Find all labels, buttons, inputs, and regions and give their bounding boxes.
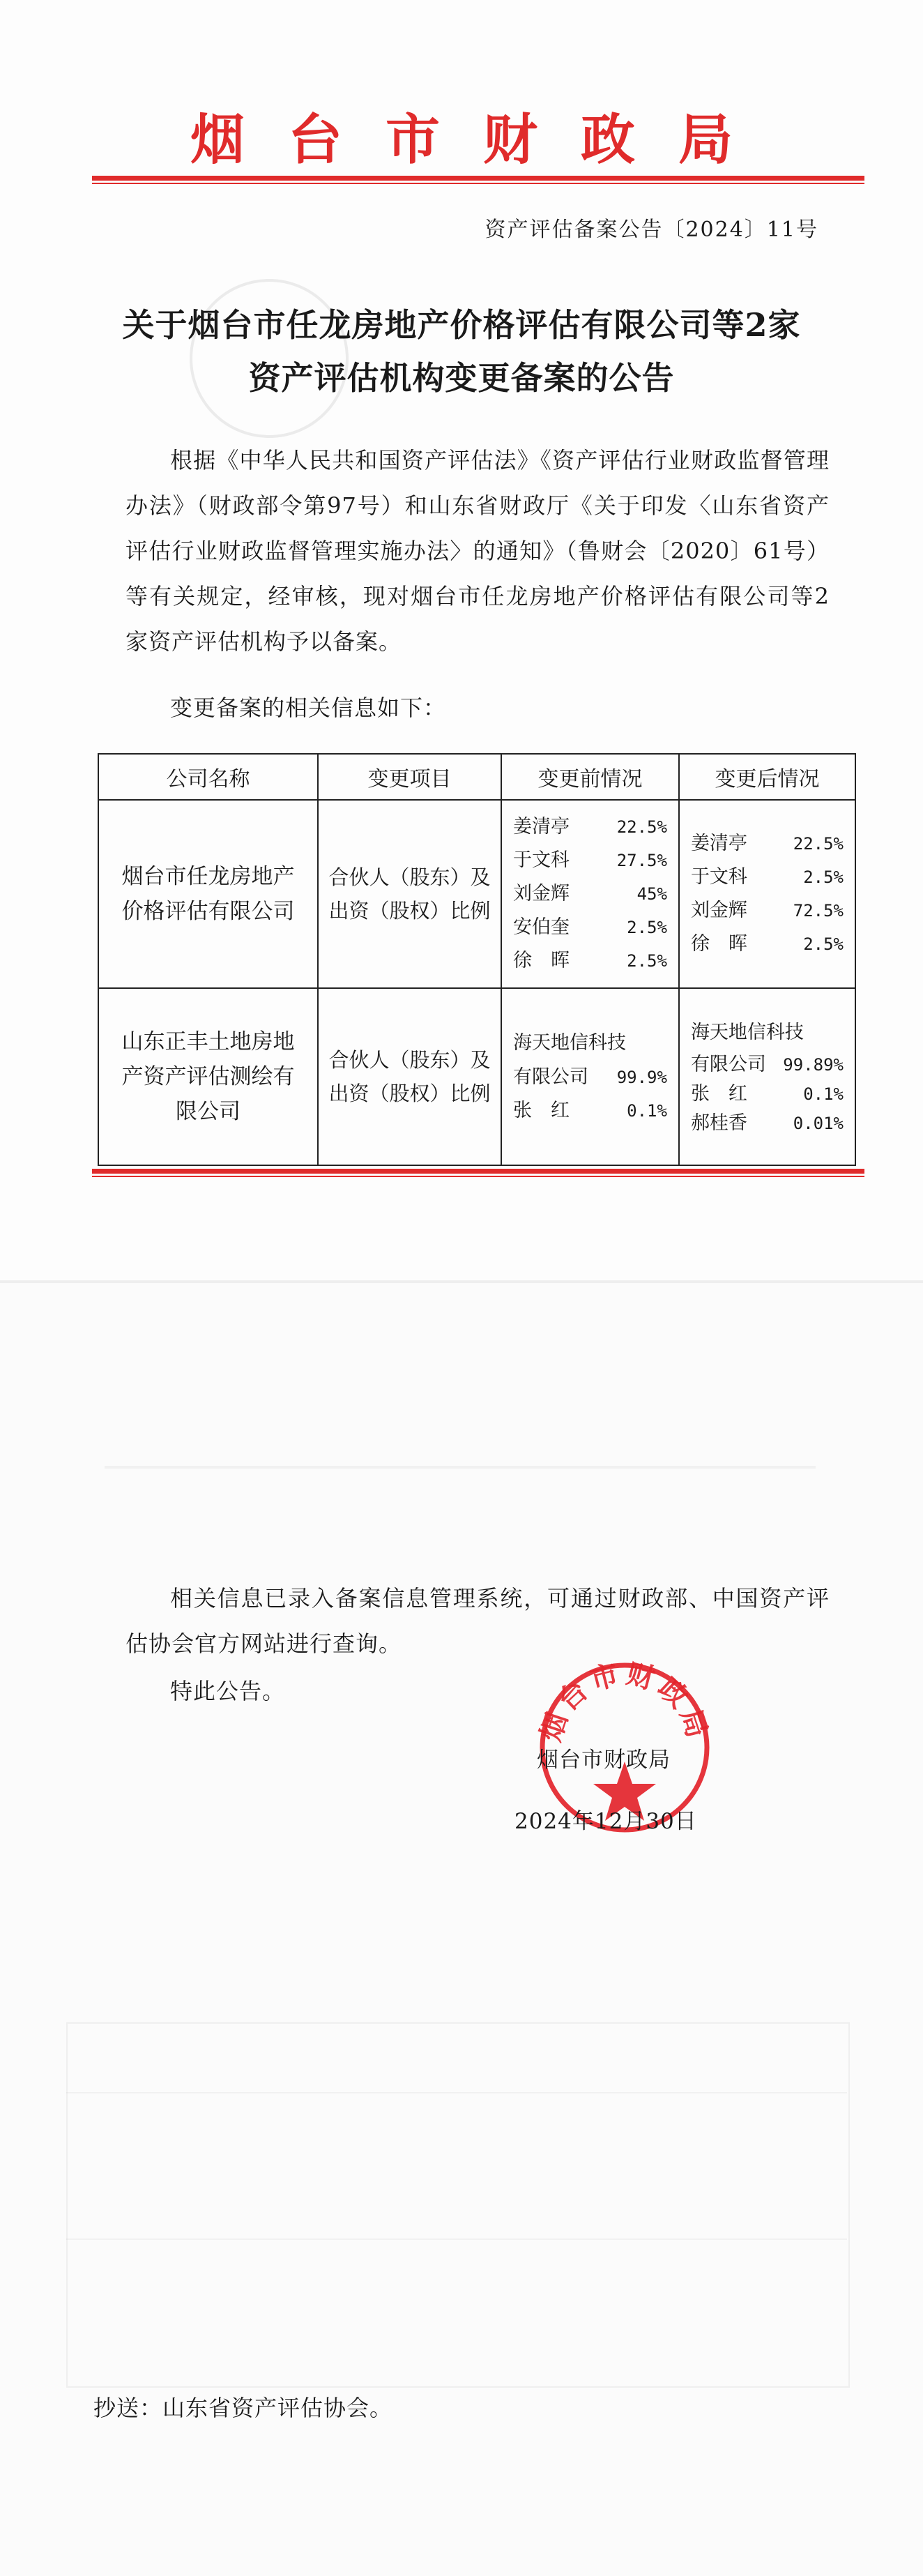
- company-name: 山东正丰土地房地产资产评估测绘有限公司: [98, 988, 318, 1165]
- table-lead-text: 变更备案的相关信息如下：: [170, 695, 447, 721]
- shareholder-ratio: 22.5%: [793, 834, 844, 854]
- red-rule-top-thin: [92, 183, 864, 184]
- shareholder-entry: [691, 1079, 844, 1109]
- shareholder-ratio: 22.5%: [616, 817, 667, 837]
- svg-text:烟台市财政局: [535, 1658, 715, 1746]
- shareholder-ratio: 45%: [636, 884, 667, 904]
- firm-name-line-2: 有限公司: [513, 1066, 589, 1088]
- change-info-table: [98, 753, 856, 1166]
- red-rule-bottom-thin: [92, 1176, 864, 1177]
- shareholder-entry: [691, 827, 844, 861]
- header-before: 变更前情况: [501, 754, 679, 800]
- shareholder-ratio: 0.01%: [793, 1114, 844, 1133]
- table-header-row: [98, 754, 855, 800]
- before-shareholders: [501, 800, 679, 988]
- before-shareholders: [501, 988, 679, 1165]
- table-row: [98, 800, 855, 988]
- after-shareholders: [679, 988, 855, 1165]
- shareholder-name: 姜清亭: [690, 833, 747, 854]
- firm-name-line-1: 海天地信科技: [690, 1022, 804, 1043]
- shareholder-ratio: 72.5%: [793, 901, 844, 920]
- shareholder-name: 张 红: [513, 1100, 570, 1121]
- shareholder-entry: [513, 810, 667, 844]
- shareholder-entry: [513, 877, 667, 911]
- shareholder-entry: [513, 944, 667, 978]
- change-item: 合伙人（股东）及出资（股权）比例: [318, 800, 501, 988]
- shareholder-name: 张 红: [690, 1083, 747, 1105]
- shareholder-ratio: 2.5%: [627, 918, 667, 937]
- document-number: 资产评估备案公告〔2024〕11号: [485, 218, 818, 242]
- shareholder-entry: [513, 911, 667, 944]
- shareholder-entry: [513, 1061, 667, 1094]
- shareholder-ratio: 0.1%: [803, 1084, 844, 1104]
- shareholder-name: 安伯奎: [513, 916, 570, 938]
- signature-date: 2024年12月30日: [514, 1809, 697, 1834]
- header-change-item: 变更项目: [318, 754, 501, 800]
- shareholder-ratio: 99.9%: [616, 1068, 667, 1087]
- show-through-line: [66, 2092, 847, 2093]
- shareholder-entry: [513, 1094, 667, 1128]
- shareholder-name: 徐 晖: [690, 933, 747, 955]
- shareholder-name: 刘金辉: [513, 883, 570, 904]
- signature-organization: 烟台市财政局: [537, 1748, 671, 1773]
- shareholder-ratio: 99.89%: [783, 1055, 844, 1075]
- show-through-rule: [105, 1466, 816, 1469]
- show-through-table-ghost: [66, 2022, 850, 2388]
- shareholder-entry: [691, 894, 844, 927]
- shareholder-entry: [691, 927, 844, 961]
- company-name: 烟台市任龙房地产价格评估有限公司: [98, 800, 318, 988]
- firm-name-line-1: 海天地信科技: [513, 1032, 627, 1054]
- title-line-2: 资产评估机构变更备案的公告: [248, 359, 675, 397]
- shareholder-ratio: 2.5%: [627, 951, 667, 971]
- shareholder-name: 刘金辉: [690, 900, 747, 921]
- closing-text: 特此公告。: [170, 1678, 286, 1704]
- firm-name-line-2: 有限公司: [690, 1054, 766, 1075]
- red-rule-top: [92, 176, 864, 181]
- cc-line: 抄送：山东省资产评估协会。: [93, 2395, 393, 2421]
- header-company: 公司名称: [98, 754, 318, 800]
- shareholder-ratio: 0.1%: [627, 1101, 667, 1121]
- masthead: 烟台市财政局: [190, 109, 776, 172]
- shareholder-entry: [691, 1050, 844, 1079]
- shareholder-name: 于文科: [513, 849, 570, 871]
- header-after: 变更后情况: [679, 754, 855, 800]
- info-paragraph: 相关信息已录入备案信息管理系统，可通过财政部、中国资产评估协会官方网站进行查询。: [125, 1585, 830, 1657]
- shareholder-name: 姜清亭: [513, 816, 570, 838]
- shareholder-name: 郝桂香: [690, 1112, 747, 1134]
- change-item: 合伙人（股东）及出资（股权）比例: [318, 988, 501, 1165]
- page-2: [0, 1283, 923, 2576]
- page-1: [0, 0, 923, 1283]
- after-shareholders: [679, 800, 855, 988]
- shareholder-entry: [513, 844, 667, 877]
- shareholder-ratio: 27.5%: [616, 851, 667, 870]
- shareholder-ratio: 2.5%: [803, 934, 844, 954]
- shareholder-name: 徐 晖: [513, 950, 570, 971]
- shareholder-entry: [691, 1109, 844, 1138]
- shareholder-ratio: 2.5%: [803, 867, 844, 887]
- table-row: [98, 988, 855, 1165]
- shareholder-name: 于文科: [690, 866, 747, 888]
- seal-text: 烟台市财政局: [535, 1658, 715, 1746]
- title-line-1: 关于烟台市任龙房地产价格评估有限公司等2家: [122, 306, 801, 344]
- show-through-line: [66, 2238, 847, 2240]
- shareholder-entry: [691, 861, 844, 894]
- intro-paragraph: 根据《中华人民共和国资产评估法》《资产评估行业财政监督管理办法》（财政部令第97号）和山东省财政厅《关于印发〈山东省资产评估行业财政监督管理实施办法〉的通知》（鲁财会〔2020〕61号）等有关规定，经审核，现对烟台市任龙房地产价格评估有限公司等2家资产评估机构予以备案。: [125, 447, 830, 655]
- red-rule-bottom: [92, 1169, 864, 1174]
